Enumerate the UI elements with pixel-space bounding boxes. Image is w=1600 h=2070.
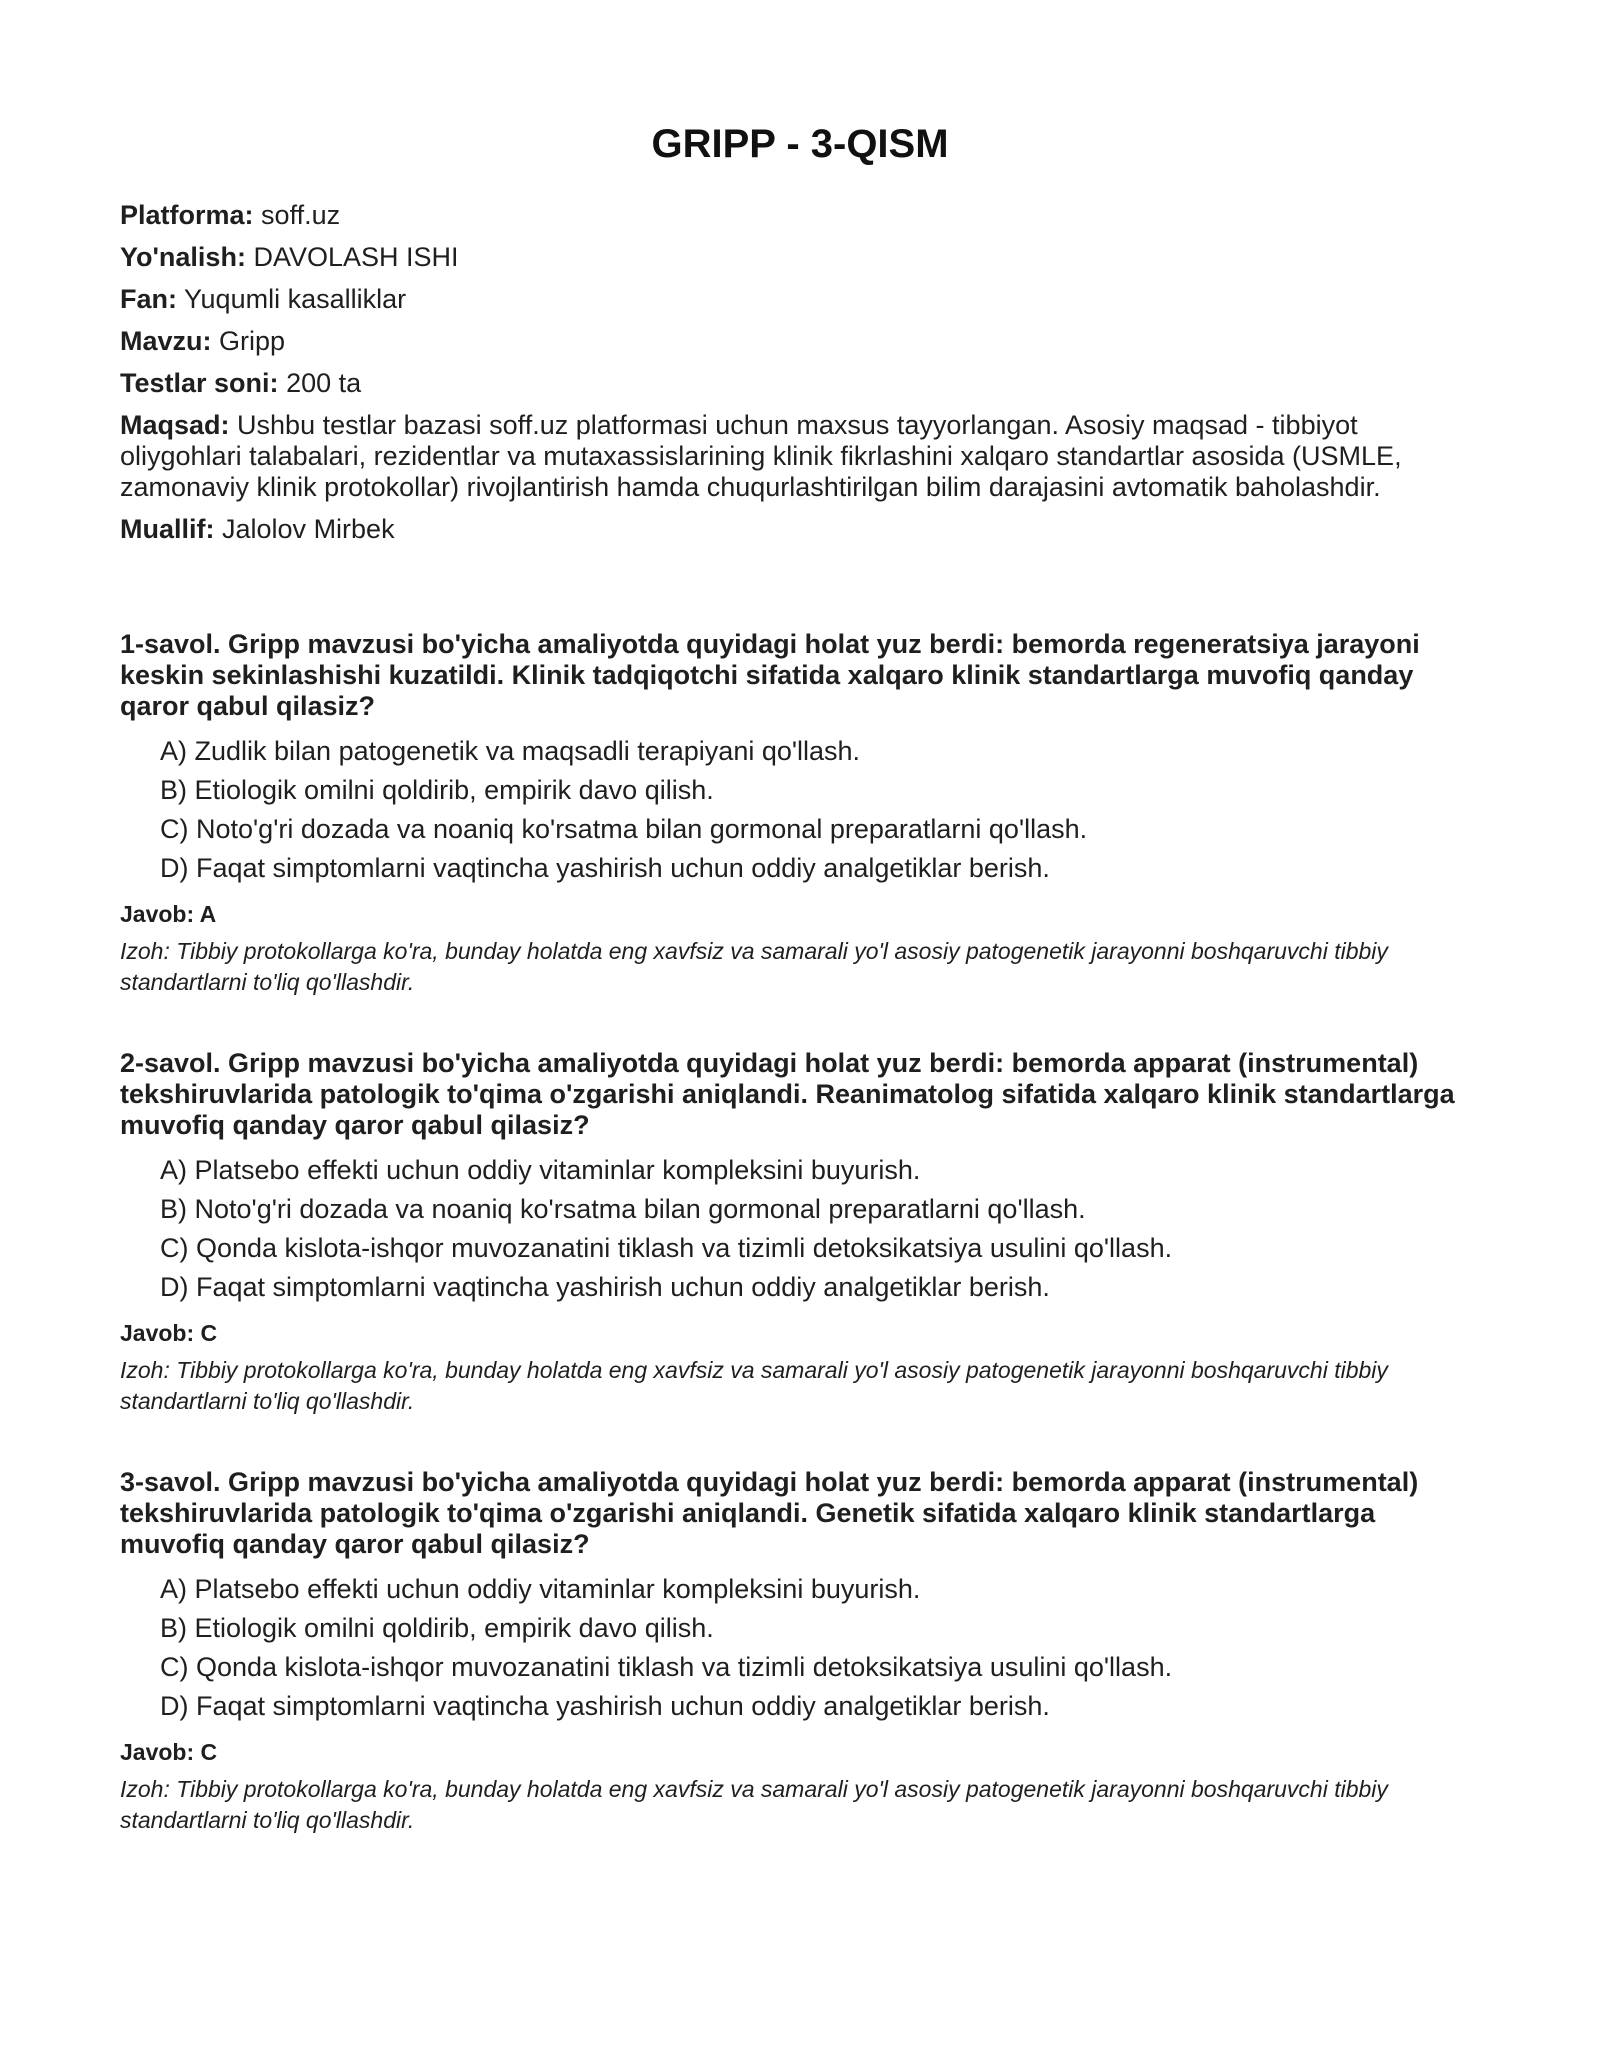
option-a: A) Platsebo effekti uchun oddiy vitaminlar kompleksini buyurish. bbox=[160, 1155, 921, 1185]
page-title: GRIPP - 3-QISM bbox=[651, 122, 949, 166]
options-list bbox=[120, 1574, 1480, 1722]
meta-topic bbox=[120, 326, 1480, 357]
option-d: D) Faqat simptomlarni vaqtincha yashirish uchun oddiy analgetiklar berish. bbox=[160, 1691, 1050, 1721]
meta-goal bbox=[120, 410, 1480, 503]
question-text: 2-savol. Gripp mavzusi bo'yicha amaliyotda quyidagi holat yuz berdi: bemorda apparat (instrumental) tekshiruvlarida patologik to'qima o'zgarishi aniqlandi. Reanimatolog sifatida xalqaro klinik standartlarga muvofiq qanday qaror qabul qilasiz? bbox=[120, 1048, 1455, 1140]
explanation-note: Izoh: Tibbiy protokollarga ko'ra, bunday holatda eng xavfsiz va samarali yo'l asosiy patogenetik jarayonni boshqaruvchi tibbiy standartlarni to'liq qo'llashdir. bbox=[120, 1776, 1388, 1833]
option-d: D) Faqat simptomlarni vaqtincha yashirish uchun oddiy analgetiklar berish. bbox=[160, 1272, 1050, 1302]
option-a: A) Zudlik bilan patogenetik va maqsadli terapiyani qo'llash. bbox=[160, 736, 861, 766]
options-list bbox=[120, 1155, 1480, 1303]
question-text: 1-savol. Gripp mavzusi bo'yicha amaliyotda quyidagi holat yuz berdi: bemorda regeneratsiya jarayoni keskin sekinlashishi kuzatildi. Klinik tadqiqotchi sifatida xalqaro klinik standartlarga muvofiq qanday qaror qabul qilasiz? bbox=[120, 629, 1420, 721]
option-b: B) Etiologik omilni qoldirib, empirik davo qilish. bbox=[160, 1613, 714, 1643]
meta-value: Gripp bbox=[219, 326, 286, 356]
option-b: B) Etiologik omilni qoldirib, empirik davo qilish. bbox=[160, 775, 714, 805]
meta-label: Fan: bbox=[120, 284, 177, 314]
meta-value: 200 ta bbox=[286, 368, 362, 398]
options-list bbox=[120, 736, 1480, 884]
meta-label: Yo'nalish: bbox=[120, 242, 246, 272]
explanation-note: Izoh: Tibbiy protokollarga ko'ra, bunday holatda eng xavfsiz va samarali yo'l asosiy patogenetik jarayonni boshqaruvchi tibbiy standartlarni to'liq qo'llashdir. bbox=[120, 1357, 1388, 1414]
meta-label: Mavzu: bbox=[120, 326, 212, 356]
option-c: C) Qonda kislota-ishqor muvozanatini tiklash va tizimli detoksikatsiya usulini qo'llash. bbox=[160, 1652, 1173, 1682]
answer-label: Javob: C bbox=[120, 1739, 218, 1765]
answer-label: Javob: C bbox=[120, 1320, 218, 1346]
meta-section bbox=[120, 200, 1480, 545]
option-c: C) Qonda kislota-ishqor muvozanatini tiklash va tizimli detoksikatsiya usulini qo'llash. bbox=[160, 1233, 1173, 1263]
meta-value: DAVOLASH ISHI bbox=[253, 242, 459, 272]
meta-subject bbox=[120, 284, 1480, 315]
questions-section bbox=[120, 629, 1480, 1836]
document-page bbox=[120, 120, 1480, 1886]
meta-value: Yuqumli kasalliklar bbox=[184, 284, 407, 314]
option-c: C) Noto'g'ri dozada va noaniq ko'rsatma bilan gormonal preparatlarni qo'llash. bbox=[160, 814, 1088, 844]
meta-author bbox=[120, 514, 1480, 545]
question-text: 3-savol. Gripp mavzusi bo'yicha amaliyotda quyidagi holat yuz berdi: bemorda apparat (instrumental) tekshiruvlarida patologik to'qima o'zgarishi aniqlandi. Genetik sifatida xalqaro klinik standartlarga muvofiq qanday qaror qabul qilasiz? bbox=[120, 1467, 1419, 1559]
meta-value: soff.uz bbox=[261, 200, 341, 230]
meta-value: Jalolov Mirbek bbox=[222, 514, 395, 544]
meta-label: Platforma: bbox=[120, 200, 254, 230]
meta-platform bbox=[120, 200, 1480, 231]
option-d: D) Faqat simptomlarni vaqtincha yashirish uchun oddiy analgetiklar berish. bbox=[160, 853, 1050, 883]
meta-label: Maqsad: bbox=[120, 410, 230, 440]
meta-test-count bbox=[120, 368, 1480, 399]
option-b: B) Noto'g'ri dozada va noaniq ko'rsatma bilan gormonal preparatlarni qo'llash. bbox=[160, 1194, 1086, 1224]
explanation-note: Izoh: Tibbiy protokollarga ko'ra, bunday holatda eng xavfsiz va samarali yo'l asosiy patogenetik jarayonni boshqaruvchi tibbiy standartlarni to'liq qo'llashdir. bbox=[120, 938, 1388, 995]
meta-value: Ushbu testlar bazasi soff.uz platformasi uchun maxsus tayyorlangan. Asosiy maqsad - tibbiyot oliygohlari talabalari, rezidentlar va mutaxassislarining klinik fikrlashini xalqaro standartlar asosida (USMLE, zamonaviy klinik protokollar) rivojlantirish hamda chuqurlashtirilgan bilim darajasini avtomatik baholashdir. bbox=[120, 410, 1402, 502]
question-block bbox=[120, 1467, 1480, 1836]
option-a: A) Platsebo effekti uchun oddiy vitaminlar kompleksini buyurish. bbox=[160, 1574, 921, 1604]
meta-label: Muallif: bbox=[120, 514, 215, 544]
meta-label: Testlar soni: bbox=[120, 368, 279, 398]
answer-label: Javob: A bbox=[120, 901, 217, 927]
question-block bbox=[120, 629, 1480, 998]
question-block bbox=[120, 1048, 1480, 1417]
meta-direction bbox=[120, 242, 1480, 273]
